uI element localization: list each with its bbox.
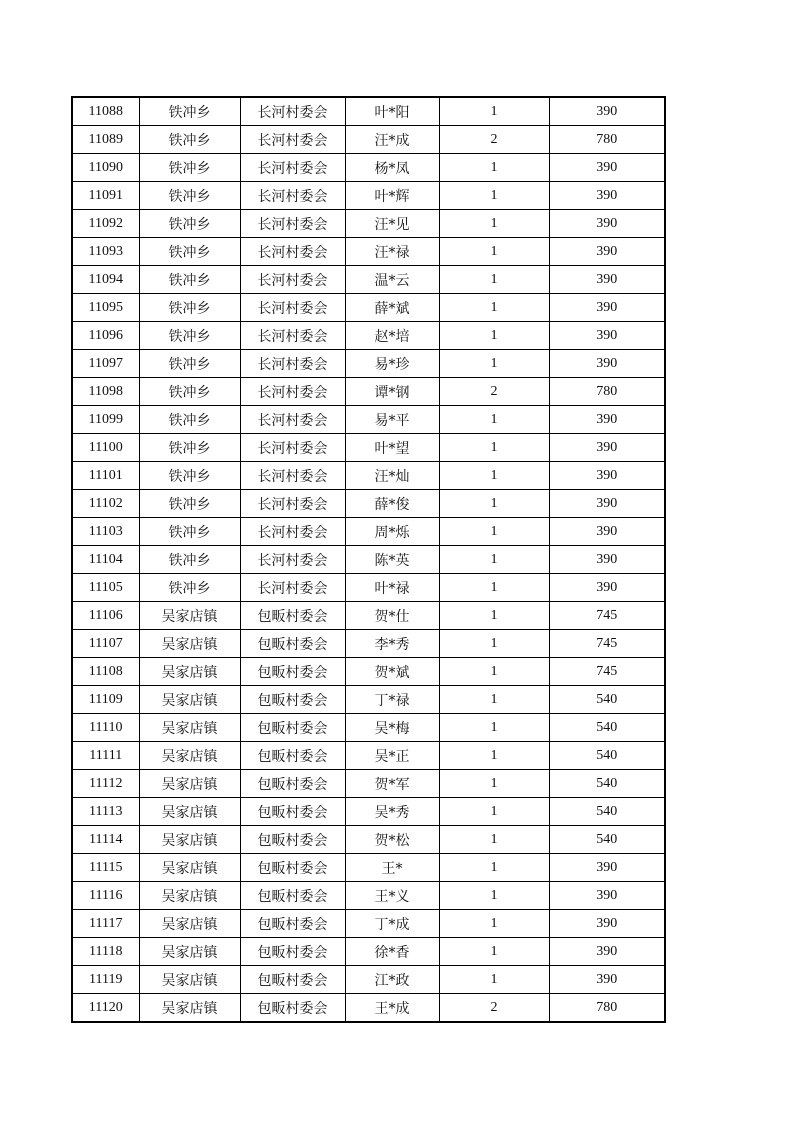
household-count-cell: 1 bbox=[439, 630, 549, 658]
amount-cell: 390 bbox=[549, 154, 665, 182]
township-cell: 铁冲乡 bbox=[139, 210, 240, 238]
village-committee-cell: 包畈村委会 bbox=[240, 602, 345, 630]
amount-cell: 390 bbox=[549, 322, 665, 350]
household-count-cell: 1 bbox=[439, 266, 549, 294]
amount-cell: 390 bbox=[549, 266, 665, 294]
amount-cell: 390 bbox=[549, 406, 665, 434]
household-count-cell: 2 bbox=[439, 994, 549, 1023]
township-cell: 吴家店镇 bbox=[139, 714, 240, 742]
row-number-cell: 11117 bbox=[72, 910, 139, 938]
name-cell: 贺*斌 bbox=[345, 658, 439, 686]
amount-cell: 540 bbox=[549, 798, 665, 826]
amount-cell: 390 bbox=[549, 210, 665, 238]
table-row bbox=[72, 630, 665, 658]
township-cell: 铁冲乡 bbox=[139, 266, 240, 294]
row-number-cell: 11104 bbox=[72, 546, 139, 574]
household-count-cell: 1 bbox=[439, 574, 549, 602]
row-number-cell: 11119 bbox=[72, 966, 139, 994]
row-number-cell: 11098 bbox=[72, 378, 139, 406]
township-cell: 吴家店镇 bbox=[139, 826, 240, 854]
name-cell: 王*成 bbox=[345, 994, 439, 1023]
table-row bbox=[72, 210, 665, 238]
table-row bbox=[72, 798, 665, 826]
row-number-cell: 11111 bbox=[72, 742, 139, 770]
row-number-cell: 11092 bbox=[72, 210, 139, 238]
township-cell: 铁冲乡 bbox=[139, 322, 240, 350]
name-cell: 陈*英 bbox=[345, 546, 439, 574]
name-cell: 赵*培 bbox=[345, 322, 439, 350]
village-committee-cell: 长河村委会 bbox=[240, 462, 345, 490]
household-count-cell: 1 bbox=[439, 602, 549, 630]
row-number-cell: 11097 bbox=[72, 350, 139, 378]
amount-cell: 390 bbox=[549, 462, 665, 490]
village-committee-cell: 长河村委会 bbox=[240, 182, 345, 210]
village-committee-cell: 长河村委会 bbox=[240, 546, 345, 574]
village-committee-cell: 包畈村委会 bbox=[240, 966, 345, 994]
village-committee-cell: 长河村委会 bbox=[240, 266, 345, 294]
household-count-cell: 1 bbox=[439, 182, 549, 210]
township-cell: 吴家店镇 bbox=[139, 686, 240, 714]
table-row bbox=[72, 826, 665, 854]
township-cell: 吴家店镇 bbox=[139, 770, 240, 798]
amount-cell: 780 bbox=[549, 126, 665, 154]
amount-cell: 540 bbox=[549, 686, 665, 714]
village-committee-cell: 包畈村委会 bbox=[240, 714, 345, 742]
village-committee-cell: 包畈村委会 bbox=[240, 854, 345, 882]
table-row bbox=[72, 966, 665, 994]
amount-cell: 390 bbox=[549, 938, 665, 966]
table-row bbox=[72, 882, 665, 910]
table-row bbox=[72, 994, 665, 1023]
household-count-cell: 1 bbox=[439, 490, 549, 518]
table-row bbox=[72, 378, 665, 406]
household-count-cell: 1 bbox=[439, 238, 549, 266]
row-number-cell: 11096 bbox=[72, 322, 139, 350]
village-committee-cell: 长河村委会 bbox=[240, 378, 345, 406]
household-count-cell: 1 bbox=[439, 462, 549, 490]
household-count-cell: 1 bbox=[439, 770, 549, 798]
village-committee-cell: 包畈村委会 bbox=[240, 910, 345, 938]
name-cell: 王* bbox=[345, 854, 439, 882]
amount-cell: 390 bbox=[549, 350, 665, 378]
row-number-cell: 11115 bbox=[72, 854, 139, 882]
amount-cell: 390 bbox=[549, 966, 665, 994]
name-cell: 温*云 bbox=[345, 266, 439, 294]
table-row bbox=[72, 770, 665, 798]
village-committee-cell: 长河村委会 bbox=[240, 434, 345, 462]
household-count-cell: 1 bbox=[439, 826, 549, 854]
table-body bbox=[72, 97, 665, 1022]
table-row bbox=[72, 154, 665, 182]
amount-cell: 390 bbox=[549, 294, 665, 322]
name-cell: 易*珍 bbox=[345, 350, 439, 378]
name-cell: 江*政 bbox=[345, 966, 439, 994]
table-row bbox=[72, 266, 665, 294]
row-number-cell: 11120 bbox=[72, 994, 139, 1023]
row-number-cell: 11112 bbox=[72, 770, 139, 798]
row-number-cell: 11110 bbox=[72, 714, 139, 742]
household-count-cell: 1 bbox=[439, 714, 549, 742]
name-cell: 薛*斌 bbox=[345, 294, 439, 322]
name-cell: 王*义 bbox=[345, 882, 439, 910]
township-cell: 吴家店镇 bbox=[139, 630, 240, 658]
amount-cell: 780 bbox=[549, 378, 665, 406]
township-cell: 铁冲乡 bbox=[139, 294, 240, 322]
village-committee-cell: 长河村委会 bbox=[240, 490, 345, 518]
household-count-cell: 1 bbox=[439, 910, 549, 938]
village-committee-cell: 包畈村委会 bbox=[240, 938, 345, 966]
table-row bbox=[72, 490, 665, 518]
household-count-cell: 1 bbox=[439, 966, 549, 994]
amount-cell: 540 bbox=[549, 826, 665, 854]
amount-cell: 745 bbox=[549, 658, 665, 686]
table-row bbox=[72, 97, 665, 126]
table-row bbox=[72, 938, 665, 966]
table-row bbox=[72, 910, 665, 938]
village-committee-cell: 长河村委会 bbox=[240, 574, 345, 602]
township-cell: 铁冲乡 bbox=[139, 574, 240, 602]
township-cell: 吴家店镇 bbox=[139, 854, 240, 882]
amount-cell: 390 bbox=[549, 97, 665, 126]
table-row bbox=[72, 714, 665, 742]
name-cell: 叶*望 bbox=[345, 434, 439, 462]
village-committee-cell: 长河村委会 bbox=[240, 210, 345, 238]
name-cell: 丁*禄 bbox=[345, 686, 439, 714]
household-count-cell: 2 bbox=[439, 378, 549, 406]
household-count-cell: 1 bbox=[439, 154, 549, 182]
amount-cell: 540 bbox=[549, 770, 665, 798]
village-committee-cell: 长河村委会 bbox=[240, 350, 345, 378]
household-count-cell: 1 bbox=[439, 938, 549, 966]
table-row bbox=[72, 658, 665, 686]
amount-cell: 390 bbox=[549, 434, 665, 462]
household-count-cell: 1 bbox=[439, 854, 549, 882]
village-committee-cell: 包畈村委会 bbox=[240, 630, 345, 658]
amount-cell: 540 bbox=[549, 742, 665, 770]
township-cell: 铁冲乡 bbox=[139, 126, 240, 154]
household-count-cell: 1 bbox=[439, 882, 549, 910]
name-cell: 杨*凤 bbox=[345, 154, 439, 182]
name-cell: 丁*成 bbox=[345, 910, 439, 938]
row-number-cell: 11113 bbox=[72, 798, 139, 826]
table-row bbox=[72, 462, 665, 490]
name-cell: 贺*仕 bbox=[345, 602, 439, 630]
household-count-cell: 1 bbox=[439, 658, 549, 686]
village-committee-cell: 长河村委会 bbox=[240, 126, 345, 154]
row-number-cell: 11094 bbox=[72, 266, 139, 294]
township-cell: 吴家店镇 bbox=[139, 798, 240, 826]
row-number-cell: 11095 bbox=[72, 294, 139, 322]
table-row bbox=[72, 434, 665, 462]
amount-cell: 390 bbox=[549, 910, 665, 938]
township-cell: 吴家店镇 bbox=[139, 602, 240, 630]
township-cell: 铁冲乡 bbox=[139, 182, 240, 210]
township-cell: 铁冲乡 bbox=[139, 434, 240, 462]
township-cell: 吴家店镇 bbox=[139, 938, 240, 966]
name-cell: 吴*梅 bbox=[345, 714, 439, 742]
amount-cell: 390 bbox=[549, 518, 665, 546]
table-row bbox=[72, 294, 665, 322]
village-committee-cell: 包畈村委会 bbox=[240, 770, 345, 798]
row-number-cell: 11109 bbox=[72, 686, 139, 714]
household-count-cell: 1 bbox=[439, 210, 549, 238]
village-committee-cell: 长河村委会 bbox=[240, 294, 345, 322]
row-number-cell: 11116 bbox=[72, 882, 139, 910]
village-committee-cell: 长河村委会 bbox=[240, 97, 345, 126]
table-row bbox=[72, 350, 665, 378]
name-cell: 汪*成 bbox=[345, 126, 439, 154]
row-number-cell: 11101 bbox=[72, 462, 139, 490]
village-committee-cell: 长河村委会 bbox=[240, 238, 345, 266]
name-cell: 叶*阳 bbox=[345, 97, 439, 126]
name-cell: 薛*俊 bbox=[345, 490, 439, 518]
row-number-cell: 11105 bbox=[72, 574, 139, 602]
township-cell: 铁冲乡 bbox=[139, 97, 240, 126]
amount-cell: 390 bbox=[549, 574, 665, 602]
township-cell: 铁冲乡 bbox=[139, 350, 240, 378]
row-number-cell: 11088 bbox=[72, 97, 139, 126]
amount-cell: 390 bbox=[549, 238, 665, 266]
township-cell: 吴家店镇 bbox=[139, 966, 240, 994]
village-committee-cell: 包畈村委会 bbox=[240, 742, 345, 770]
row-number-cell: 11100 bbox=[72, 434, 139, 462]
township-cell: 铁冲乡 bbox=[139, 462, 240, 490]
household-count-cell: 2 bbox=[439, 126, 549, 154]
row-number-cell: 11089 bbox=[72, 126, 139, 154]
township-cell: 铁冲乡 bbox=[139, 154, 240, 182]
row-number-cell: 11107 bbox=[72, 630, 139, 658]
name-cell: 周*烁 bbox=[345, 518, 439, 546]
table-row bbox=[72, 238, 665, 266]
amount-cell: 390 bbox=[549, 882, 665, 910]
name-cell: 贺*松 bbox=[345, 826, 439, 854]
household-count-cell: 1 bbox=[439, 798, 549, 826]
household-count-cell: 1 bbox=[439, 294, 549, 322]
village-committee-cell: 长河村委会 bbox=[240, 154, 345, 182]
table-row bbox=[72, 546, 665, 574]
table-row bbox=[72, 182, 665, 210]
name-cell: 徐*香 bbox=[345, 938, 439, 966]
household-count-cell: 1 bbox=[439, 322, 549, 350]
name-cell: 李*秀 bbox=[345, 630, 439, 658]
table-row bbox=[72, 574, 665, 602]
table-row bbox=[72, 686, 665, 714]
village-committee-cell: 包畈村委会 bbox=[240, 826, 345, 854]
township-cell: 铁冲乡 bbox=[139, 490, 240, 518]
row-number-cell: 11114 bbox=[72, 826, 139, 854]
township-cell: 吴家店镇 bbox=[139, 994, 240, 1023]
amount-cell: 745 bbox=[549, 602, 665, 630]
name-cell: 吴*秀 bbox=[345, 798, 439, 826]
household-count-cell: 1 bbox=[439, 546, 549, 574]
township-cell: 吴家店镇 bbox=[139, 910, 240, 938]
table-row bbox=[72, 126, 665, 154]
amount-cell: 390 bbox=[549, 490, 665, 518]
amount-cell: 780 bbox=[549, 994, 665, 1023]
village-committee-cell: 包畈村委会 bbox=[240, 686, 345, 714]
table-row bbox=[72, 742, 665, 770]
row-number-cell: 11118 bbox=[72, 938, 139, 966]
row-number-cell: 11090 bbox=[72, 154, 139, 182]
amount-cell: 745 bbox=[549, 630, 665, 658]
table-row bbox=[72, 518, 665, 546]
table-row bbox=[72, 322, 665, 350]
household-count-cell: 1 bbox=[439, 97, 549, 126]
village-committee-cell: 包畈村委会 bbox=[240, 994, 345, 1023]
name-cell: 易*平 bbox=[345, 406, 439, 434]
table-row bbox=[72, 406, 665, 434]
name-cell: 汪*禄 bbox=[345, 238, 439, 266]
name-cell: 谭*钢 bbox=[345, 378, 439, 406]
township-cell: 吴家店镇 bbox=[139, 882, 240, 910]
household-count-cell: 1 bbox=[439, 350, 549, 378]
row-number-cell: 11103 bbox=[72, 518, 139, 546]
township-cell: 吴家店镇 bbox=[139, 742, 240, 770]
township-cell: 铁冲乡 bbox=[139, 238, 240, 266]
township-cell: 铁冲乡 bbox=[139, 406, 240, 434]
row-number-cell: 11102 bbox=[72, 490, 139, 518]
village-committee-cell: 长河村委会 bbox=[240, 322, 345, 350]
amount-cell: 390 bbox=[549, 854, 665, 882]
village-committee-cell: 包畈村委会 bbox=[240, 882, 345, 910]
village-committee-cell: 包畈村委会 bbox=[240, 658, 345, 686]
village-committee-cell: 包畈村委会 bbox=[240, 798, 345, 826]
table-row bbox=[72, 854, 665, 882]
amount-cell: 390 bbox=[549, 182, 665, 210]
table-row bbox=[72, 602, 665, 630]
name-cell: 叶*辉 bbox=[345, 182, 439, 210]
row-number-cell: 11099 bbox=[72, 406, 139, 434]
name-cell: 贺*军 bbox=[345, 770, 439, 798]
village-committee-cell: 长河村委会 bbox=[240, 406, 345, 434]
household-count-cell: 1 bbox=[439, 434, 549, 462]
row-number-cell: 11093 bbox=[72, 238, 139, 266]
name-cell: 吴*正 bbox=[345, 742, 439, 770]
village-committee-cell: 长河村委会 bbox=[240, 518, 345, 546]
name-cell: 汪*见 bbox=[345, 210, 439, 238]
household-count-cell: 1 bbox=[439, 686, 549, 714]
township-cell: 铁冲乡 bbox=[139, 378, 240, 406]
household-count-cell: 1 bbox=[439, 518, 549, 546]
data-table bbox=[71, 96, 666, 1023]
amount-cell: 540 bbox=[549, 714, 665, 742]
row-number-cell: 11106 bbox=[72, 602, 139, 630]
name-cell: 汪*灿 bbox=[345, 462, 439, 490]
household-count-cell: 1 bbox=[439, 742, 549, 770]
township-cell: 吴家店镇 bbox=[139, 658, 240, 686]
row-number-cell: 11091 bbox=[72, 182, 139, 210]
township-cell: 铁冲乡 bbox=[139, 546, 240, 574]
amount-cell: 390 bbox=[549, 546, 665, 574]
row-number-cell: 11108 bbox=[72, 658, 139, 686]
household-count-cell: 1 bbox=[439, 406, 549, 434]
name-cell: 叶*禄 bbox=[345, 574, 439, 602]
township-cell: 铁冲乡 bbox=[139, 518, 240, 546]
